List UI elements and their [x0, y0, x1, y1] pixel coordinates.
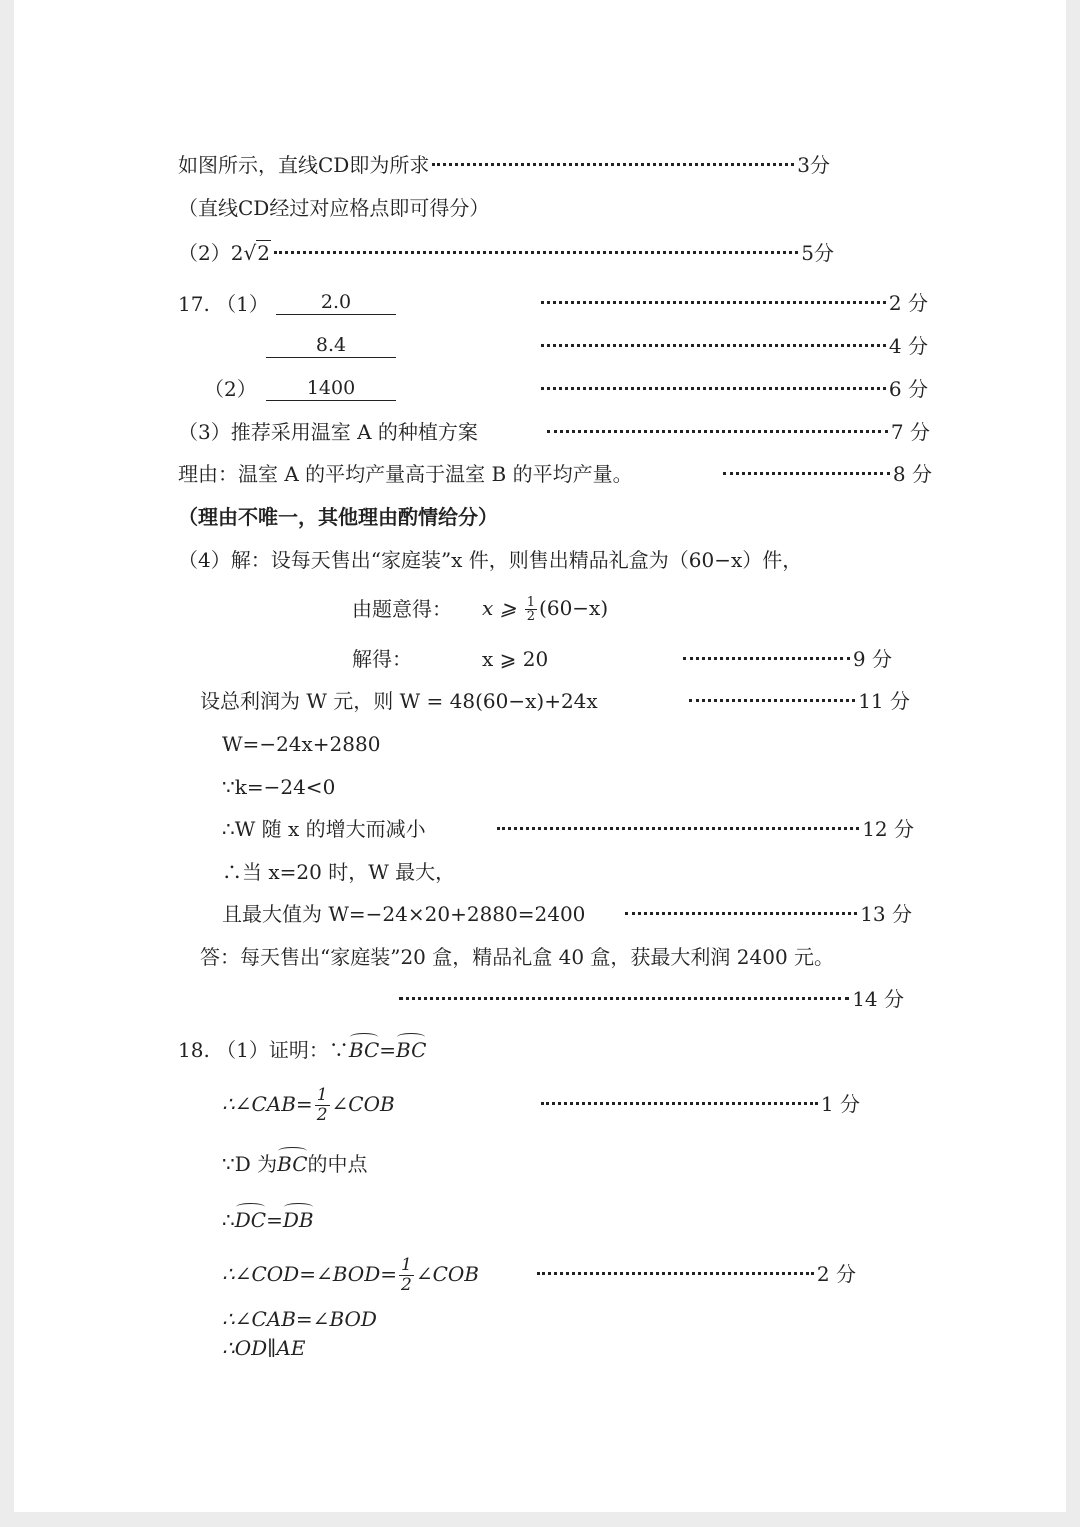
q17-blank2-score-line [538, 333, 928, 359]
q17-note: （理由不唯一，其他理由酌情给分） [178, 505, 498, 529]
q17-blank1-score: 2 分 [888, 291, 928, 315]
leader-dots [541, 387, 886, 390]
leader-dots [399, 997, 849, 1000]
q18-line2: ∴∠CAB= $\frac{1}{2}$ ∠COB [222, 1085, 395, 1125]
q16-answer: 2√2 [230, 241, 270, 265]
q17-reason: 理由：温室 A 的平均产量高于温室 B 的平均产量。 [178, 462, 633, 486]
q17-step6-score-line [494, 816, 914, 842]
q16-line3 [178, 240, 834, 266]
q17-step7: ∴当 x=20 时，W 最大， [222, 860, 456, 884]
q17-part3: （3）推荐采用温室 A 的种植方案 [178, 420, 478, 444]
q17-step1-label: 由题意得： [352, 597, 452, 621]
leader-dots [625, 912, 857, 915]
q17-part3-score-line [544, 419, 930, 445]
q17-step1-expr: x ⩾ $\frac{1}{2}$ (60−x) [482, 595, 609, 624]
leader-dots [547, 430, 888, 433]
fraction: $\frac{1}{2}$ [316, 1085, 328, 1125]
arc-bc: BC [277, 1152, 308, 1176]
q17-step3: 设总利润为 W 元，则 W = 48(60−x)+24x [200, 689, 598, 713]
q16-line2: （直线CD经过对应格点即可得分） [178, 196, 490, 220]
q17-step6-score: 12 分 [862, 817, 914, 841]
leader-dots [723, 472, 890, 475]
q17-step4: W=−24x+2880 [222, 732, 381, 756]
q18-line5: ∴∠COD=∠BOD= $\frac{1}{2}$ ∠COB [222, 1255, 479, 1295]
q16-line3-score: 5分 [801, 241, 834, 265]
q17-reason-score: 8 分 [892, 462, 932, 486]
q17-blank1-score-line [538, 290, 928, 316]
q17-blank2: 8.4 [266, 333, 396, 358]
leader-dots [541, 1102, 818, 1105]
arc-bc: BC [396, 1038, 427, 1062]
q17-answer-score-line [396, 986, 904, 1012]
q18-line5-score-line [534, 1261, 856, 1287]
q16-line1-text: 如图所示，直线CD即为所求 [178, 153, 430, 177]
q18-line1: 18. （1）证明：∵BC=BC [178, 1038, 427, 1062]
fraction: $\frac{1}{2}$ [526, 595, 536, 624]
q16-line1 [178, 152, 830, 178]
q17-part3-score: 7 分 [890, 420, 930, 444]
q17-blank2-score: 4 分 [888, 334, 928, 358]
arc-bc: BC [348, 1038, 380, 1062]
q18-line2-score: 1 分 [820, 1092, 860, 1116]
leader-dots [689, 699, 855, 702]
q18-line4: ∴DC=DB [222, 1208, 314, 1232]
leader-dots [683, 657, 850, 660]
q17-step2-score: 9 分 [852, 647, 892, 671]
leader-dots [497, 827, 859, 830]
q17-step3-score-line [686, 688, 910, 714]
fraction: $\frac{1}{2}$ [401, 1255, 412, 1295]
q17-reason-score-line [720, 461, 932, 487]
q16-part2-label: （2） [178, 241, 231, 265]
q18-line3: ∵D 为BC的中点 [222, 1152, 368, 1176]
q17-step6: ∴W 随 x 的增大而减小 [222, 817, 426, 841]
q17-step3-score: 11 分 [858, 689, 910, 713]
q17-step2-score-line [680, 646, 892, 672]
q18-line5-score: 2 分 [816, 1262, 856, 1286]
q17-step5: ∵k=−24<0 [222, 775, 336, 799]
q17-step8: 且最大值为 W=−24×20+2880=2400 [222, 902, 586, 926]
leader-dots [274, 251, 798, 254]
leader-dots [432, 163, 794, 166]
q17-blank3-score: 6 分 [888, 377, 928, 401]
q17-answer-score: 14 分 [852, 987, 904, 1011]
q17-step2-expr: x ⩾ 20 [482, 647, 549, 671]
q18-line2-score-line [538, 1091, 860, 1117]
arc-dc: DC [234, 1208, 267, 1232]
q17-answer: 答：每天售出“家庭装”20 盒，精品礼盒 40 盒，获最大利润 2400 元。 [200, 945, 835, 969]
q17-number: 17. （1） [178, 292, 269, 316]
leader-dots [541, 301, 886, 304]
q17-step2-label: 解得： [352, 647, 412, 671]
q18-line6: ∴∠CAB=∠BOD [222, 1307, 377, 1331]
q16-line1-score: 3分 [797, 153, 830, 177]
q17-step8-score: 13 分 [860, 902, 912, 926]
q17-blank3-score-line [538, 376, 928, 402]
leader-dots [541, 344, 886, 347]
q17-blank3: 1400 [266, 376, 396, 401]
q17-step8-score-line [622, 901, 912, 927]
q17-blank1: 2.0 [276, 290, 396, 315]
arc-db: DB [282, 1208, 314, 1232]
q17-part4-intro: （4）解：设每天售出“家庭装”x 件，则售出精品礼盒为（60−x）件， [178, 548, 803, 572]
q17-part2-label: （2） [204, 377, 257, 401]
q18-line7: ∴OD∥AE [222, 1336, 306, 1360]
leader-dots [537, 1272, 814, 1275]
